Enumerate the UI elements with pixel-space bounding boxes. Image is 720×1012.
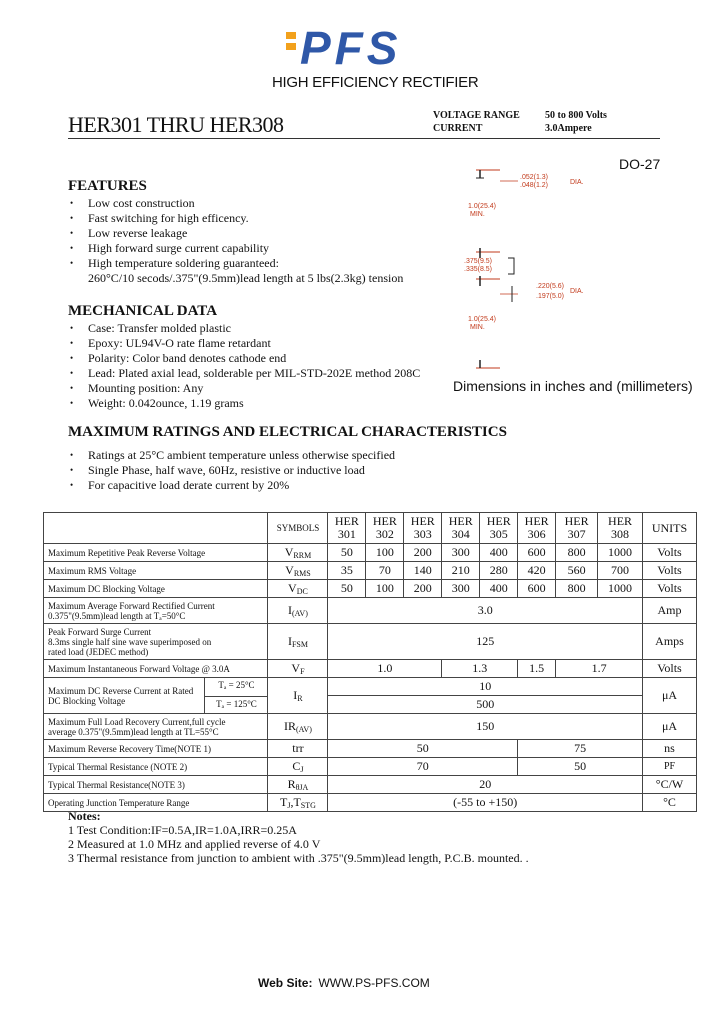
feature-continuation: 260°C/10 secods/.375"(9.5mm)lead length at 5 lbs(2.3kg) tension bbox=[88, 271, 404, 285]
part-header: HER 305 bbox=[480, 513, 518, 544]
part-header: HER 307 bbox=[556, 513, 598, 544]
pfs-logo bbox=[282, 24, 452, 72]
note-item: 1 Test Condition:IF=0.5A,IR=1.0A,IRR=0.25A bbox=[68, 823, 297, 837]
dim-body-length-max: .375(9.5) bbox=[464, 258, 493, 265]
package-label: DO-27 bbox=[619, 156, 661, 172]
header-blank bbox=[44, 513, 268, 544]
units-header: UNITS bbox=[643, 513, 697, 544]
part-header: HER 304 bbox=[442, 513, 480, 544]
mechanical-item: • Weight: 0.042ounce, 1.19 grams bbox=[68, 396, 420, 411]
dim-body-dia-max: .220(5.6) bbox=[536, 283, 565, 290]
table-row: Maximum Full Load Recovery Current,full cycle average 0.375"(9.5mm)lead length at TL=55°C $IR_{(AV)}$ 150 μA bbox=[44, 714, 697, 740]
dim-body-length-min: .335(8.5) bbox=[464, 266, 493, 273]
feature-item: • Fast switching for high efficency. bbox=[68, 211, 403, 226]
table-row: 500 bbox=[44, 696, 697, 714]
table-row: Maximum Instantaneous Forward Voltage @ 3.0A $V_F$ 1.0 1.3 1.5 1.7 Volts bbox=[44, 660, 697, 678]
mechanical-item: • Lead: Plated axial lead, solderable per MIL-STD-202E method 208C bbox=[68, 366, 420, 381]
rating-item: • Single Phase, half wave, 60Hz, resistive or inductive load bbox=[68, 463, 395, 478]
package-outline-diagram bbox=[460, 166, 660, 376]
mechanical-item: • Epoxy: UL94V-O rate flame retardant bbox=[68, 336, 420, 351]
table-header-row bbox=[44, 513, 697, 544]
table-row: Maximum Average Forward Rectified Current 0.375"(9.5mm)lead length at Tₐ=50°C $I_{(AV)}$ 3.0 Amp bbox=[44, 598, 697, 624]
part-header: HER 302 bbox=[366, 513, 404, 544]
divider bbox=[68, 138, 660, 139]
dim-min-label: MIN. bbox=[470, 211, 485, 218]
feature-item: • Low cost construction bbox=[68, 196, 403, 211]
note-item: 3 Thermal resistance from junction to ambient with .375"(9.5mm)lead length, P.C.B. mounted. . bbox=[68, 851, 529, 865]
ratings-title: MAXIMUM RATINGS AND ELECTRICAL CHARACTERISTICS bbox=[68, 424, 507, 440]
current-label: CURRENT bbox=[433, 123, 483, 134]
table-row: Maximum RMS Voltage $V_{RMS}$ 35 70 140 210 280 420 560 700 Volts bbox=[44, 562, 697, 580]
dim-body-dia-min: .197(5.0) bbox=[536, 293, 565, 300]
ratings-list bbox=[68, 448, 395, 493]
part-header: HER 306 bbox=[518, 513, 556, 544]
website-label: Web Site: bbox=[258, 976, 313, 990]
mechanical-item: • Polarity: Color band denotes cathode end bbox=[68, 351, 420, 366]
feature-item: • High temperature soldering guaranteed: bbox=[68, 256, 403, 271]
voltage-range-value: 50 to 800 Volts bbox=[545, 110, 607, 121]
voltage-range-label: VOLTAGE RANGE bbox=[433, 110, 520, 121]
table-row: Typical Thermal Resistance (NOTE 2) $C_J$ 70 50 PF bbox=[44, 758, 697, 776]
dim-lead-dia-max: .052(1.3) bbox=[520, 174, 549, 181]
dim-min-label-2: MIN. bbox=[470, 324, 485, 331]
rating-item: • Ratings at 25°C ambient temperature unless otherwise specified bbox=[68, 448, 395, 463]
part-header: HER 301 bbox=[328, 513, 366, 544]
dim-dia-label: DIA. bbox=[570, 179, 584, 186]
table-row: Maximum Reverse Recovery Time(NOTE 1) trr 50 75 ns bbox=[44, 740, 697, 758]
table-row: Maximum DC Reverse Current at Rated DC Blocking Voltage Tₐ = 25°C Tₐ = 125°C $I_R$ 10 μA bbox=[44, 678, 697, 696]
rating-item: • For capacitive load derate current by 20% bbox=[68, 478, 395, 493]
subtitle: HIGH EFFICIENCY RECTIFIER bbox=[272, 74, 479, 91]
table-row: Operating Junction Temperature Range $T_J,T_{STG}$ (-55 to +150) °C bbox=[44, 794, 697, 812]
part-header: HER 308 bbox=[598, 513, 643, 544]
feature-item: • Low reverse leakage bbox=[68, 226, 403, 241]
dimensions-caption: Dimensions in inches and (millimeters) bbox=[453, 378, 693, 394]
logo-text: PFS bbox=[300, 24, 402, 72]
spec-summary bbox=[433, 110, 665, 136]
features-title: FEATURES bbox=[68, 178, 147, 194]
table-row: Typical Thermal Resistance(NOTE 3) $R_{\theta JA}$ 20 °C/W bbox=[44, 776, 697, 794]
table-row: Maximum DC Blocking Voltage $V_{DC}$ 50 100 200 300 400 600 800 1000 Volts bbox=[44, 580, 697, 598]
mechanical-title: MECHANICAL DATA bbox=[68, 303, 218, 319]
dim-lead-length-2: 1.0(25.4) bbox=[468, 316, 497, 323]
feature-item: • High forward surge current capability bbox=[68, 241, 403, 256]
current-value: 3.0Ampere bbox=[545, 123, 592, 134]
note-item: 2 Measured at 1.0 MHz and applied reverse of 4.0 V bbox=[68, 837, 321, 851]
dim-dia-label-2: DIA. bbox=[570, 288, 584, 295]
notes-list bbox=[68, 823, 529, 865]
ratings-table bbox=[43, 512, 697, 812]
mechanical-list bbox=[68, 321, 420, 411]
features-list bbox=[68, 196, 403, 286]
notes-title: Notes: bbox=[68, 809, 101, 823]
footer-website bbox=[258, 976, 430, 990]
dim-lead-length: 1.0(25.4) bbox=[468, 203, 497, 210]
mechanical-item: • Mounting position: Any bbox=[68, 381, 420, 396]
table-row: Peak Forward Surge Current 8.3ms single half sine wave superimposed on rated load (JEDEC method) $I_{FSM}$ 125 Amps bbox=[44, 624, 697, 660]
website-link[interactable]: WWW.PS-PFS.COM bbox=[318, 976, 430, 990]
symbols-header: SYMBOLS bbox=[268, 513, 328, 544]
dim-lead-dia-min: .048(1.2) bbox=[520, 182, 549, 189]
mechanical-item: • Case: Transfer molded plastic bbox=[68, 321, 420, 336]
part-header: HER 303 bbox=[404, 513, 442, 544]
page-title: HER301 THRU HER308 bbox=[68, 112, 284, 137]
table-row: Maximum Repetitive Peak Reverse Voltage $V_{RRM}$ 50 100 200 300 400 600 800 1000 Volts bbox=[44, 544, 697, 562]
